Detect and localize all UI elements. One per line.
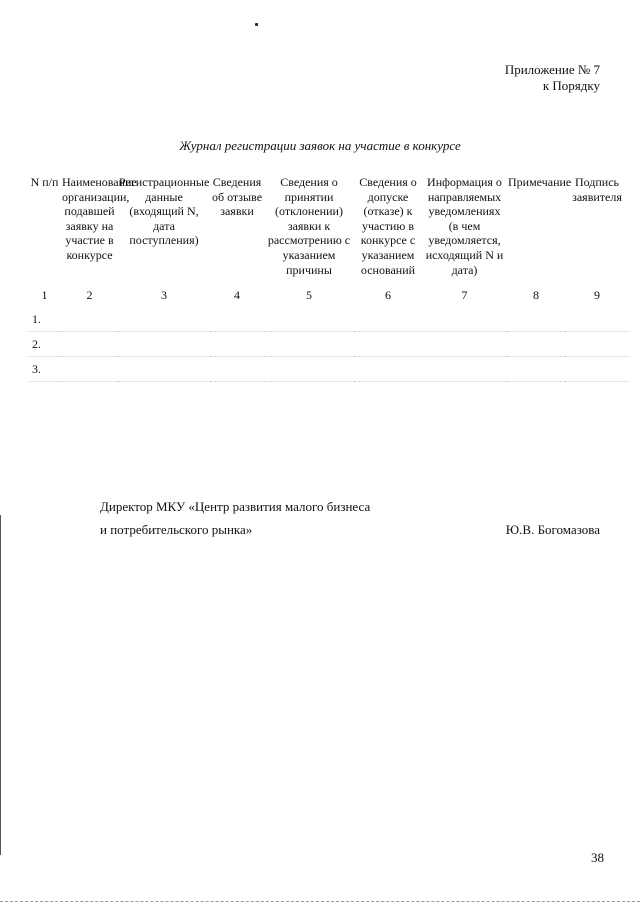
column-number: 2 [86, 288, 93, 303]
column-number: 7 [461, 288, 468, 303]
table-cell [565, 332, 629, 357]
table-cell [264, 332, 354, 357]
table-cell [565, 357, 629, 382]
scan-bottom-edge [0, 901, 640, 903]
director-organization: и потребительского рынка» [100, 522, 253, 537]
table-cell [354, 332, 422, 357]
table-row [28, 357, 629, 382]
header-admission: Сведения о допуске (отказе) к участию в конкурсе с указанием оснований [359, 175, 417, 277]
table-cell [507, 307, 565, 332]
header-row-number: N п/п [30, 175, 59, 189]
table-row [28, 332, 629, 357]
table-cell [210, 357, 264, 382]
table-cell [118, 307, 210, 332]
director-name: Ю.В. Богомазова [505, 522, 600, 537]
table-cell [422, 357, 507, 382]
annex-reference [505, 62, 600, 94]
row-number: 3. [28, 357, 61, 382]
row-number: 2. [28, 332, 61, 357]
scan-mark [255, 23, 258, 26]
column-number: 8 [533, 288, 539, 303]
column-number-row [28, 283, 629, 307]
header-withdrawal: Сведения об отзыве заявки [211, 175, 263, 219]
header-note: Примечание [508, 175, 572, 189]
table-cell [354, 307, 422, 332]
table-cell [422, 307, 507, 332]
table-cell [565, 307, 629, 332]
annex-order: к Порядку [542, 78, 600, 93]
header-registration-data: Регистрационные данные (входящий N, дата поступления) [119, 175, 210, 248]
table-cell [118, 332, 210, 357]
header-organization: Наименование организации, подавшей заявку на участие в конкурсе [62, 175, 137, 262]
director-signature-block [100, 499, 370, 538]
column-number: 5 [306, 288, 312, 303]
table-cell [61, 307, 118, 332]
table-cell [507, 332, 565, 357]
table-cell [264, 357, 354, 382]
table-row [28, 307, 629, 332]
row-number: 1. [28, 307, 61, 332]
table-cell [61, 332, 118, 357]
column-number: 9 [594, 288, 600, 303]
table-header-row [28, 173, 629, 283]
column-number: 3 [161, 288, 167, 303]
table-cell [354, 357, 422, 382]
registration-journal-table [28, 173, 629, 382]
annex-number: Приложение № 7 [504, 62, 600, 77]
table-cell [118, 357, 210, 382]
director-title: Директор МКУ «Центр развития малого бизнеса [100, 499, 371, 514]
table-cell [61, 357, 118, 382]
page-number: 38 [591, 850, 604, 865]
table-cell [210, 332, 264, 357]
header-notifications: Информация о направляемых уведомлениях (в чем уведомляется, исходящий N и дата) [425, 175, 504, 277]
journal-title: Журнал регистрации заявок на участие в конкурсе [179, 138, 461, 153]
header-acceptance: Сведения о принятии (отклонении) заявки к рассмотрению с указанием причины [267, 175, 351, 277]
table-cell [422, 332, 507, 357]
table-cell [210, 307, 264, 332]
header-signature: Подпись заявителя [572, 175, 622, 204]
table-cell [264, 307, 354, 332]
table-cell [507, 357, 565, 382]
column-number: 4 [234, 288, 240, 303]
scan-edge-line [0, 515, 1, 855]
column-number: 6 [385, 288, 391, 303]
column-number: 1 [41, 288, 48, 303]
